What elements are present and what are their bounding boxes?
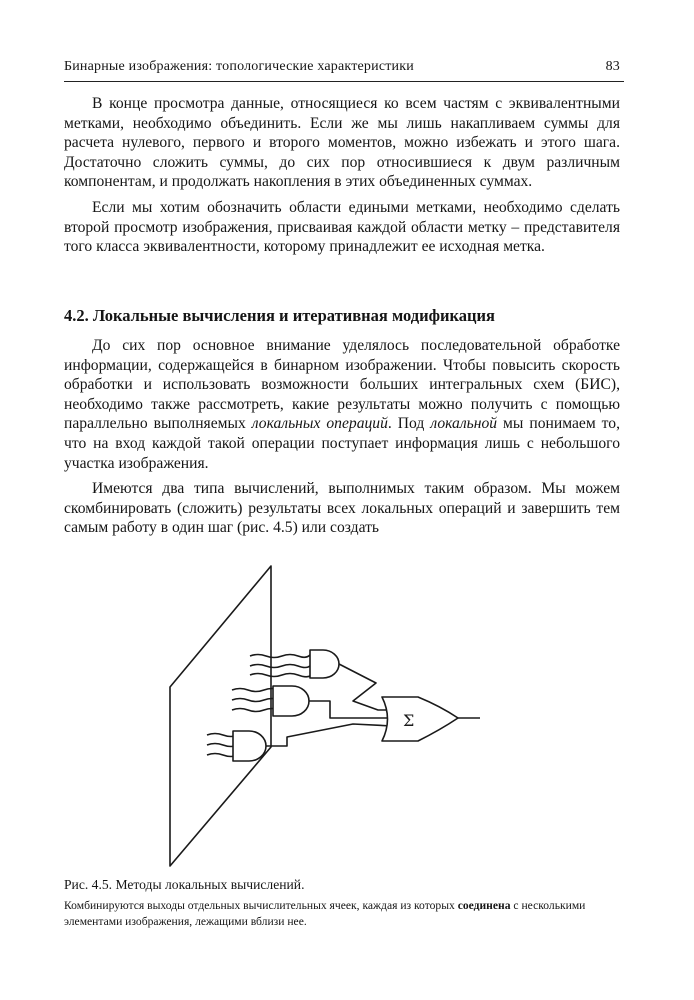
caption-bold-word: соединена — [457, 899, 511, 912]
paragraph-1: В конце просмотра данные, относящиеся ко всем частям с эквивалентными метками, необходимо объединить. Если же мы лишь накапливаем суммы для расчета нулевого, первого и второго моментов, можно избежать и этого шага. Достаточно сложить суммы, до сих пор относившиеся к двум различным компонентам, и продолжать накопления в этих объединенных суммах. — [64, 95, 620, 191]
paragraph-3-italic-b: локальной — [430, 415, 498, 433]
body-text-bottom — [64, 336, 620, 538]
header-title: Бинарные изображения: топологические характеристики — [64, 59, 414, 74]
sum-symbol: Σ — [403, 711, 415, 730]
paragraph-3-text-b: . Под — [387, 415, 431, 433]
image-plane — [170, 566, 271, 866]
figure-caption-title: Рис. 4.5. Методы локальных вычислений. — [64, 877, 305, 892]
paragraph-3 — [64, 336, 620, 473]
caption-text-a: Комбинируются выходы отдельных вычислительных ячеек, каждая из которых — [64, 899, 458, 912]
figure-local-computation — [150, 560, 480, 872]
paragraph-3-text-a: До сих пор основное внимание уделялось последовательной обработке информации, содержащейся в бинарном изображении. Чтобы повысить скорость обработки и использовать возможности больших интегральных схем (БИС), необходимо также рассмотреть, какие результаты можно получить с помощью параллельно выполняемых — [64, 337, 620, 433]
caption-text-b: с несколькими элементами изображения, лежащими вблизи нее. — [64, 899, 586, 928]
paragraph-3-italic-a: локальных операций — [251, 415, 388, 433]
paragraph-2: Если мы хотим обозначить области едиными метками, необходимо сделать второй просмотр изображения, присваивая каждой области метку – представителя того класса эквивалентности, которому принадлежит ее исходная метка. — [64, 198, 620, 256]
and-gate-bottom — [233, 731, 266, 761]
page-number: 83 — [605, 59, 620, 74]
figure-caption-text — [64, 898, 624, 930]
and-gate-top — [310, 650, 339, 678]
wire-bottom-output — [266, 724, 392, 746]
body-text-top — [64, 94, 620, 257]
paragraph-4: Имеются два типа вычислений, выполнимых таким образом. Мы можем скомбинировать (сложить) результаты всех локальных операций и завершить тем самым работу в один шаг (рис. 4.5) или создать — [64, 480, 620, 537]
running-header — [64, 57, 624, 82]
paragraph-3-text-c: мы понимаем то, что на вход каждой такой операции поступает информация лишь с небольшого участка изображения. — [64, 415, 620, 472]
summing-unit — [382, 697, 458, 741]
section-heading: 4.2. Локальные вычисления и итеративная модификация — [64, 306, 495, 325]
and-gate-middle — [273, 686, 309, 716]
wire-top-output — [339, 664, 388, 710]
